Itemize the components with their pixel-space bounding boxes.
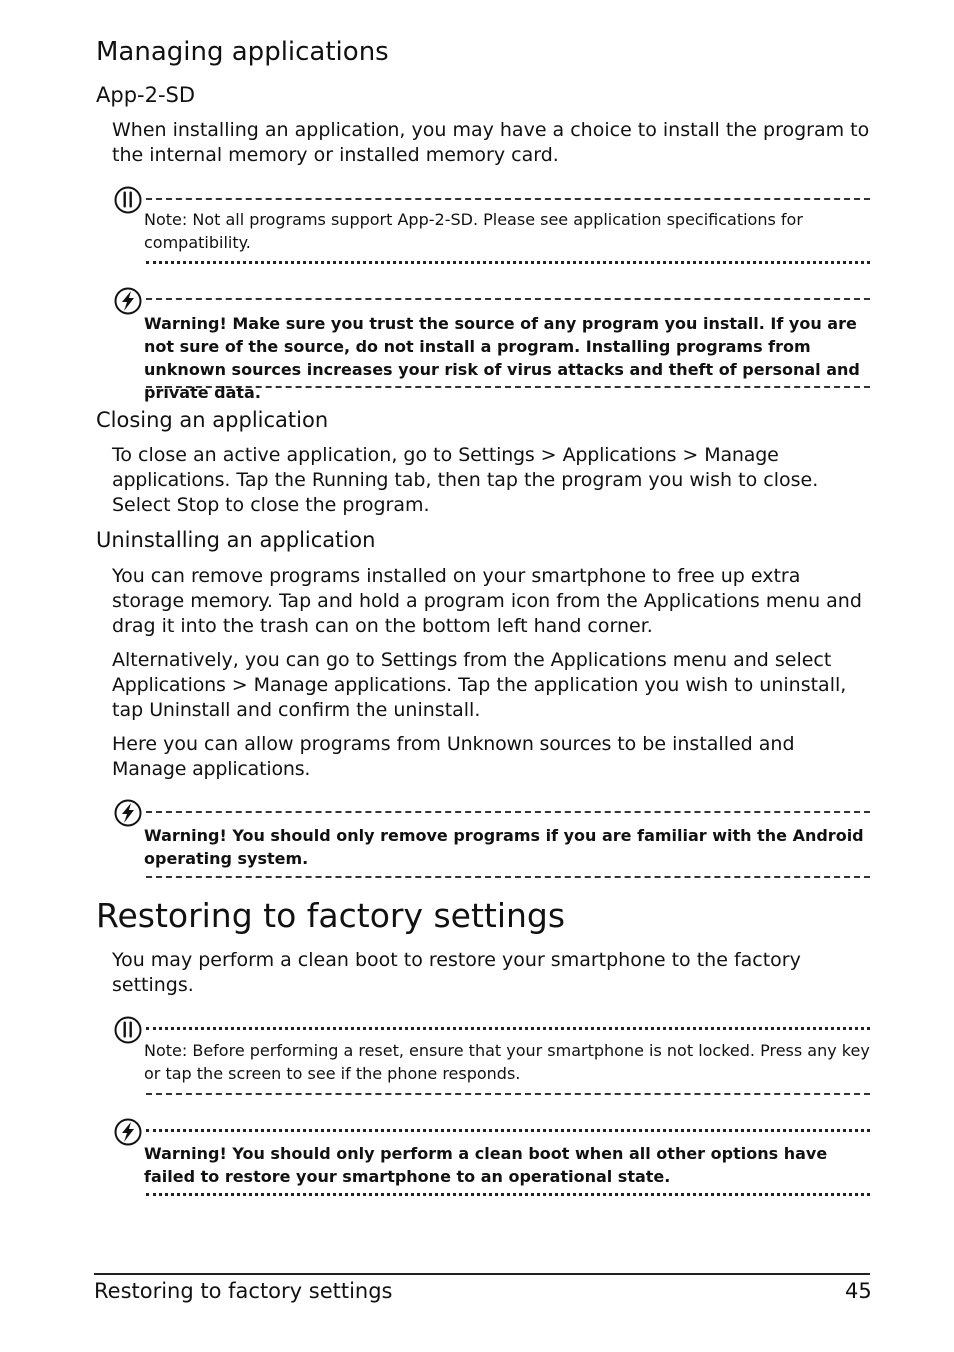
heading-uninstalling: Uninstalling an application — [96, 528, 376, 552]
warning-top-rule — [146, 298, 870, 300]
text: from the Applications menu and select — [457, 649, 832, 671]
page-number: 45 — [845, 1279, 872, 1303]
text: Alternatively, you can go to — [112, 649, 381, 671]
text: > — [225, 674, 254, 696]
note-icon — [113, 1015, 143, 1045]
text: Here you can allow programs from — [112, 733, 447, 755]
ui-term-applications: Applications — [562, 444, 677, 466]
warning-icon — [113, 286, 143, 316]
text: . Tap the application you wish to uninstall, tap — [112, 674, 847, 721]
ui-term-settings: Settings — [458, 444, 535, 466]
warning-bottom-rule — [146, 1193, 870, 1196]
note-label: Note — [144, 1041, 182, 1060]
text: To close an active application, go to — [112, 444, 459, 466]
section-title: Managing applications — [96, 37, 389, 67]
app2sd-paragraph: When installing an application, you may have a choice to install the program to the internal memory or installed memory card. — [112, 119, 870, 166]
heading-restoring: Restoring to factory settings — [96, 896, 566, 935]
note-bottom-rule — [146, 261, 870, 264]
text: to be installed and — [611, 733, 795, 755]
restoring-paragraph: You may perform a clean boot to restore your smartphone to the factory settings. — [112, 949, 801, 996]
heading-app2sd: App-2-SD — [96, 83, 196, 107]
note-text: : Before performing a reset, ensure that your smartphone is not locked. Press any key or tap the screen to see if the phone responds. — [144, 1041, 870, 1083]
ui-term-manage-applications: Manage applications — [112, 444, 779, 491]
ui-term-manage-applications: Manage applications — [112, 758, 305, 780]
note-restoring — [144, 1039, 872, 1085]
note-bottom-rule — [146, 1093, 870, 1095]
ui-term-running: Running — [311, 469, 389, 491]
warning-bottom-rule — [146, 386, 870, 388]
ui-term-unknown-sources: Unknown sources — [446, 733, 612, 755]
text: and confirm the uninstall. — [230, 699, 481, 721]
note-label: Note — [144, 210, 182, 229]
ui-term-settings: Settings — [380, 649, 458, 671]
footer-title: Restoring to factory settings — [94, 1279, 393, 1303]
warning-bottom-rule — [146, 876, 870, 878]
heading-closing: Closing an application — [96, 408, 329, 432]
warning-top-rule — [146, 811, 870, 813]
ui-term-stop: Stop — [176, 494, 220, 516]
warning-restoring: Warning! You should only perform a clean boot when all other options have failed to restore your smartphone to an operational state. — [144, 1144, 828, 1186]
uninstalling-paragraph-1: You can remove programs installed on your smartphone to free up extra storage memory. Tap and hold a program icon from the Applications menu and drag it into the trash can on the bottom left hand corner. — [112, 565, 862, 637]
text: tab, then tap the program you wish to close. Select — [112, 469, 819, 516]
note-text: : Not all programs support App-2-SD. Please see application specifications for compatibility. — [144, 210, 803, 252]
uninstalling-paragraph-3 — [112, 732, 872, 782]
text: > — [676, 444, 705, 466]
text: . Tap the — [224, 469, 312, 491]
closing-paragraph — [112, 443, 872, 518]
footer-rule — [94, 1273, 870, 1275]
ui-term-applications: Applications — [112, 674, 226, 696]
text: . — [304, 758, 311, 780]
note-top-rule — [146, 1027, 870, 1030]
text: to close the program. — [219, 494, 430, 516]
ui-term-manage-applications: Manage applications — [253, 674, 447, 696]
warning-top-rule — [146, 1129, 870, 1132]
text: > — [534, 444, 563, 466]
ui-term-uninstall: Uninstall — [149, 699, 231, 721]
note-app2sd — [144, 208, 872, 254]
uninstalling-paragraph-2 — [112, 648, 872, 723]
warning-icon — [113, 1117, 143, 1147]
warning-app2sd: Warning! Make sure you trust the source of any program you install. If you are not sure of the source, do not install a program. Installing programs from unknown sources increases your risk of virus attacks and theft of personal and private data. — [144, 314, 860, 402]
warning-icon — [113, 798, 143, 828]
warning-uninstall: Warning! You should only remove programs if you are familiar with the Android operating system. — [144, 826, 864, 868]
note-icon — [113, 185, 143, 215]
note-top-rule — [146, 198, 870, 200]
